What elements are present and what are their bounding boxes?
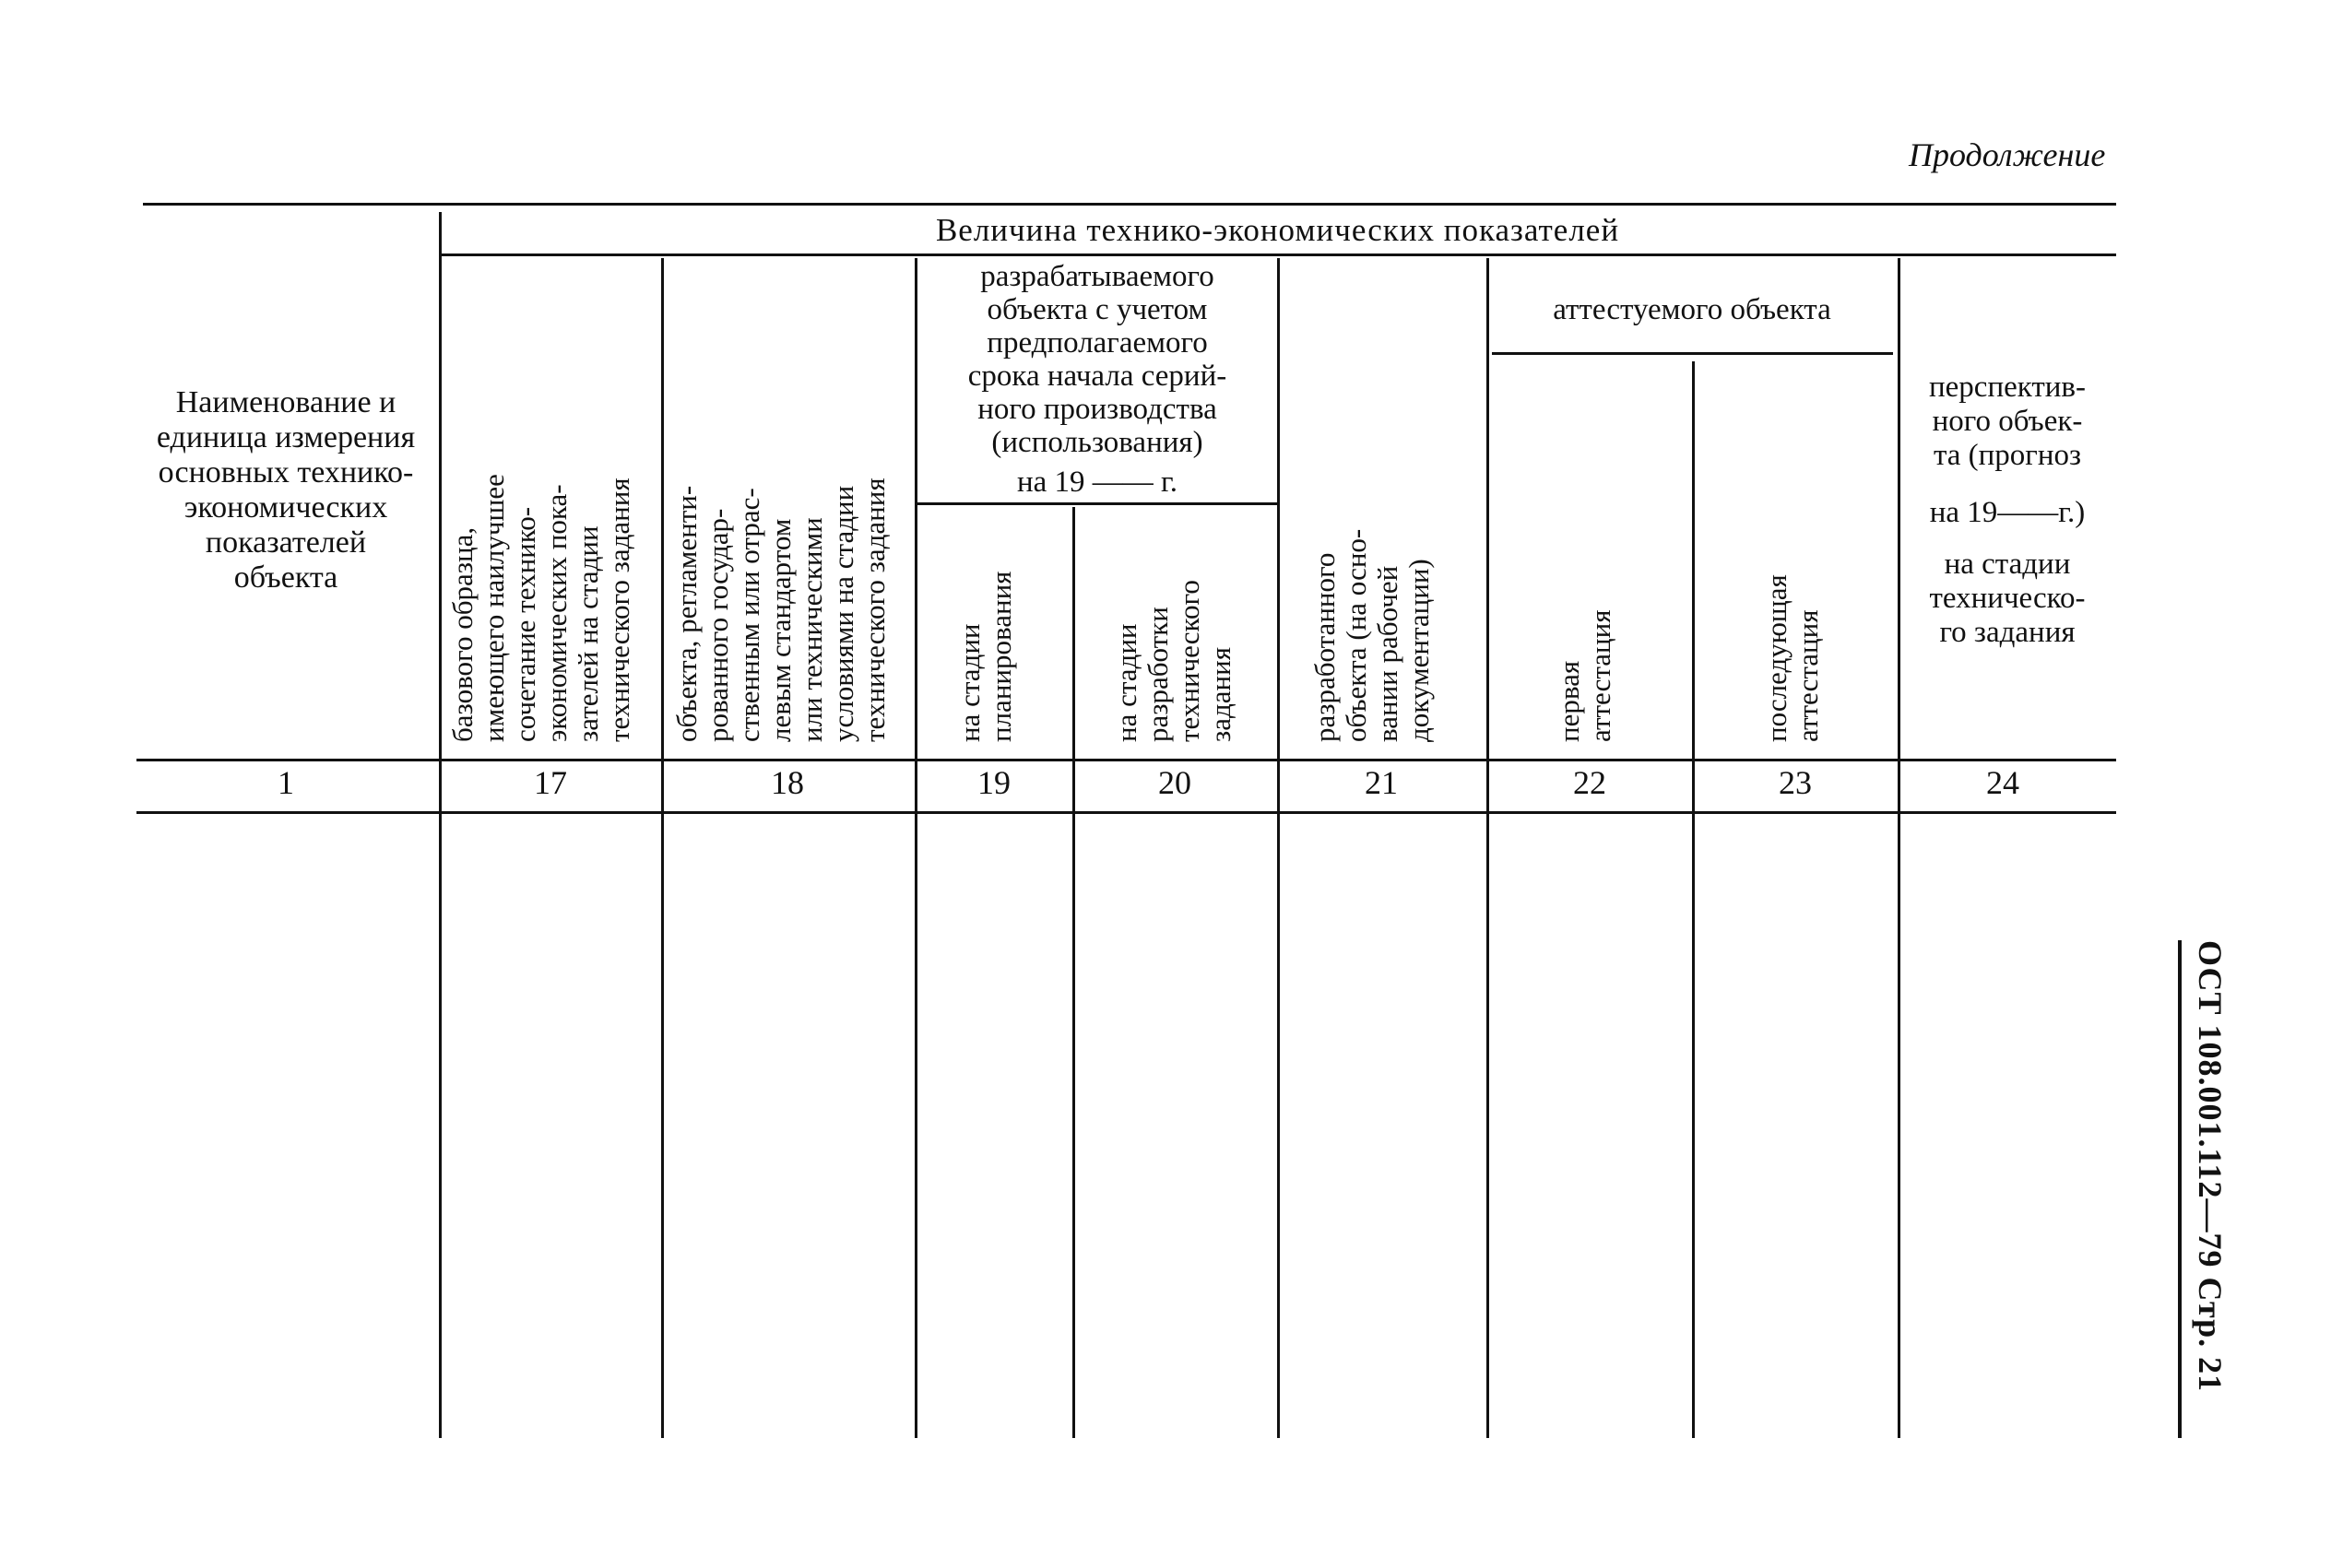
column-number: 17: [534, 764, 567, 801]
col17-header: базового образца, имеющего наилучшее сочетание технико- экономических пока- зателей на стадии технического задания: [446, 474, 635, 742]
column-number: 19: [977, 764, 1011, 801]
col19-header: на стадии планирования: [953, 571, 1017, 742]
header-bottom-rule: [136, 759, 2116, 761]
continuation-label: Продолжение: [1909, 136, 2106, 173]
col21-divider: [1486, 258, 1489, 1438]
numbers-bottom-rule: [136, 811, 2116, 814]
col20-divider: [1277, 258, 1280, 1438]
side-code-rule: [2178, 940, 2182, 1438]
col24-header-year: на 19——г.): [1929, 496, 2086, 529]
column-number: 18: [771, 764, 804, 801]
developed-subheader-rule: [917, 502, 1277, 505]
col21-header: разработанного объекта (на осно- вании рабочей документации): [1308, 528, 1435, 742]
table-top-rule: [143, 203, 2116, 206]
column-number: 22: [1573, 764, 1606, 801]
col17-divider: [661, 258, 664, 1438]
col19-divider: [1072, 507, 1075, 1438]
developed-group-header: разрабатываемого объекта с учетом предполагаемого срока начала серий- ного производства (использования): [967, 260, 1227, 459]
col22-divider: [1692, 361, 1695, 1438]
column-number: 20: [1158, 764, 1191, 801]
column-number: 24: [1986, 764, 2019, 801]
group-header: Величина технико-экономических показателей: [935, 212, 1620, 248]
column-number: 1: [278, 764, 294, 801]
column-number: 21: [1365, 764, 1398, 801]
col1-header: Наименование и единица измерения основных технико- экономических показателей объекта: [156, 385, 416, 595]
col24-header-bottom: на стадии техническо- го задания: [1929, 548, 2086, 649]
col1-divider: [439, 212, 442, 1438]
col24-header-top: перспектив- ного объек- та (прогноз: [1928, 371, 2086, 472]
col23-header: последующая аттестация: [1760, 574, 1824, 742]
document-code: ОСТ 108.001.112—79 Стр. 21: [2192, 940, 2229, 1393]
developed-group-year: на 19 —— г.: [1016, 466, 1178, 499]
attested-group-header: аттестуемого объекта: [1553, 293, 1831, 326]
col22-header: первая аттестация: [1553, 609, 1616, 742]
col23-divider: [1898, 258, 1900, 1438]
group-header-rule: [439, 253, 2116, 256]
col20-header: на стадии разработки технического задания: [1110, 580, 1236, 742]
col18-header: объекта, регламенти- рованного государ- ственным или отрас- левым стандартом или техническими условиями на стадии технического задания: [670, 477, 891, 742]
column-number: 23: [1779, 764, 1812, 801]
attested-subheader-rule: [1492, 352, 1893, 355]
